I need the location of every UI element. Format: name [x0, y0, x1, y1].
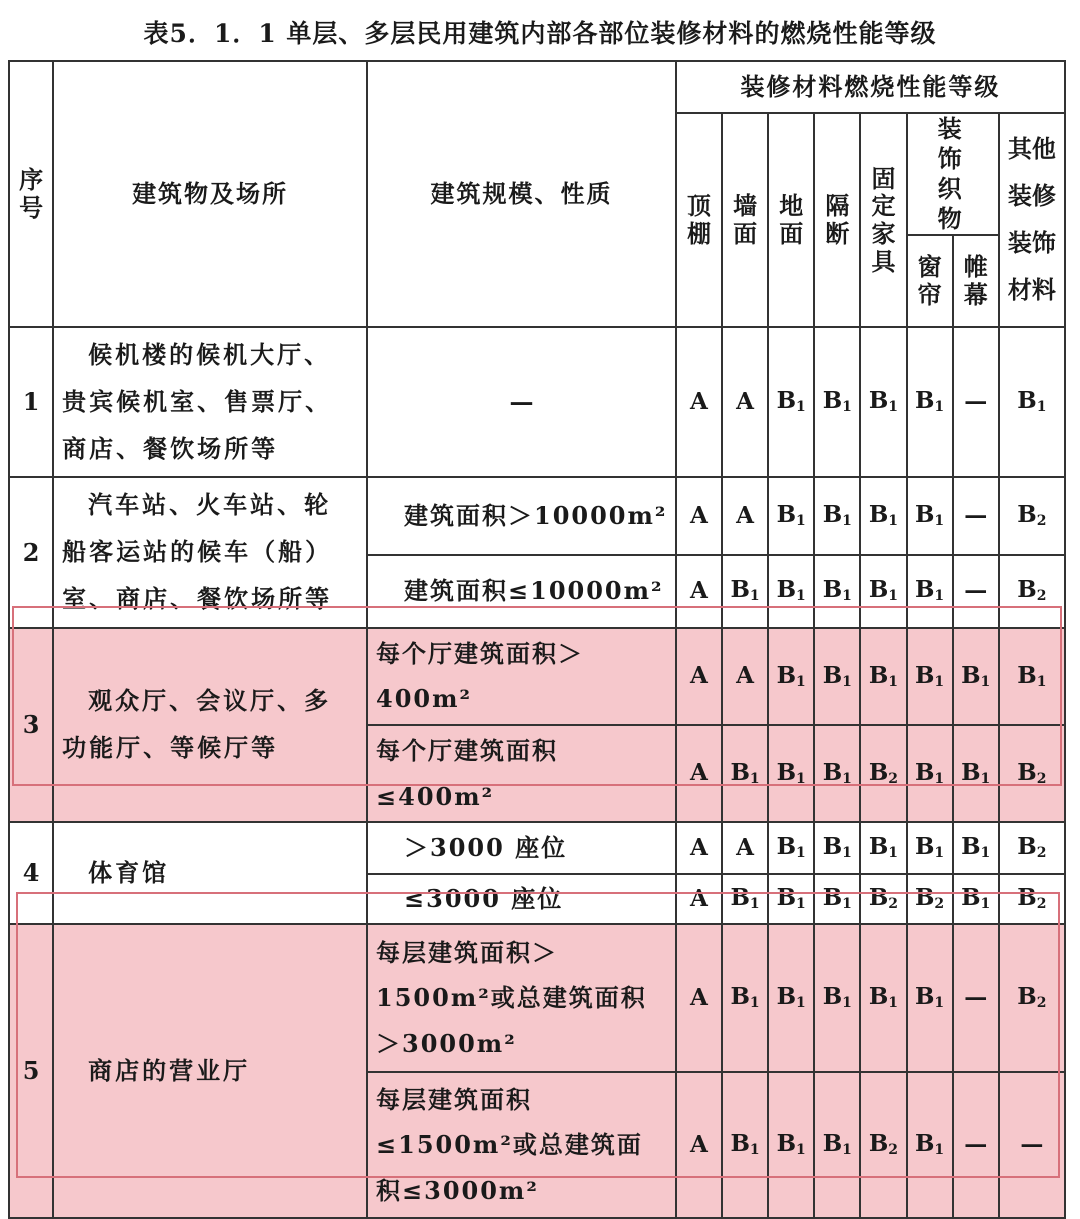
table-row — [9, 327, 1065, 477]
grade-cell: $B_2$ — [860, 725, 906, 822]
grade-cell: $B_2$ — [999, 822, 1065, 874]
grade-cell: $B_1$ — [999, 327, 1065, 477]
grade-cell: $B_1$ — [722, 725, 768, 822]
header-curtain-text: 窗帘 — [917, 252, 942, 309]
header-drape-text: 帷幕 — [963, 252, 988, 309]
grade-cell: A — [676, 327, 722, 477]
grade-cell: $B_1$ — [953, 822, 999, 874]
header-wall — [722, 113, 768, 327]
grade-cell: $B_2$ — [999, 874, 1065, 924]
grade-cell: $B_1$ — [814, 555, 860, 628]
grade-cell: $B_2$ — [860, 1072, 906, 1218]
grade-cell: $B_1$ — [768, 725, 814, 822]
header-place: 建筑物及场所 — [53, 61, 367, 327]
row-3a-scale: 每个厅建筑面积＞400m² — [367, 628, 676, 725]
grade-cell: — — [953, 1072, 999, 1218]
grade-cell: $B_1$ — [768, 628, 814, 725]
row-1-seq: 1 — [9, 327, 53, 477]
header-ceiling — [676, 113, 722, 327]
header-curtain — [907, 235, 953, 327]
grade-cell: $B_1$ — [814, 327, 860, 477]
row-2a-scale: 建筑面积＞10000m² — [367, 477, 676, 554]
grade-cell: A — [676, 822, 722, 874]
row-3-seq: 3 — [9, 628, 53, 822]
grade-cell: $B_1$ — [768, 555, 814, 628]
grade-cell: $B_1$ — [768, 874, 814, 924]
grade-cell: $B_1$ — [860, 628, 906, 725]
grade-cell: A — [676, 628, 722, 725]
grade-cell: $B_2$ — [999, 924, 1065, 1072]
grade-cell: $B_1$ — [814, 628, 860, 725]
header-partition-text: 隔断 — [825, 191, 850, 248]
grade-cell: $B_1$ — [999, 628, 1065, 725]
grade-cell: — — [953, 555, 999, 628]
grade-cell: $B_2$ — [999, 725, 1065, 822]
grade-cell: $B_1$ — [953, 874, 999, 924]
grade-cell: $B_1$ — [768, 1072, 814, 1218]
header-seq — [9, 61, 53, 327]
grade-cell: $B_1$ — [722, 555, 768, 628]
grade-cell: A — [676, 874, 722, 924]
row-3b-scale: 每个厅建筑面积≤400m² — [367, 725, 676, 822]
header-floor-text: 地面 — [779, 191, 804, 248]
grade-cell: $B_1$ — [768, 327, 814, 477]
row-4-place: 体育馆 — [53, 822, 367, 924]
grade-cell: $B_1$ — [860, 477, 906, 554]
grade-cell: A — [722, 327, 768, 477]
grade-cell: $B_1$ — [722, 924, 768, 1072]
table-row — [9, 628, 1065, 725]
grade-cell: A — [722, 628, 768, 725]
grade-cell: $B_1$ — [768, 822, 814, 874]
grade-cell: $B_1$ — [907, 1072, 953, 1218]
header-grade-group: 装修材料燃烧性能等级 — [676, 61, 1065, 113]
grade-cell: $B_2$ — [999, 555, 1065, 628]
grade-cell: $B_1$ — [814, 725, 860, 822]
table-row — [9, 477, 1065, 554]
grade-cell: — — [999, 1072, 1065, 1218]
grade-cell: A — [676, 1072, 722, 1218]
header-wall-text: 墙面 — [733, 191, 758, 248]
row-5-seq: 5 — [9, 924, 53, 1218]
grade-cell: $B_2$ — [860, 874, 906, 924]
row-5b-scale: 每层建筑面积≤1500m²或总建筑面积≤3000m² — [367, 1072, 676, 1218]
grade-cell: A — [676, 477, 722, 554]
header-other-text: 其他装修装饰材料 — [1007, 134, 1056, 304]
grade-cell: $B_2$ — [999, 477, 1065, 554]
grade-cell: $B_1$ — [907, 924, 953, 1072]
grade-cell: A — [676, 924, 722, 1072]
grade-cell: $B_1$ — [722, 1072, 768, 1218]
grade-cell: $B_1$ — [722, 874, 768, 924]
grade-cell: A — [722, 822, 768, 874]
grade-cell: — — [953, 924, 999, 1072]
grade-cell: $B_1$ — [814, 477, 860, 554]
grade-cell: $B_1$ — [814, 1072, 860, 1218]
table-title: 表5．1．1 单层、多层民用建筑内部各部位装修材料的燃烧性能等级 — [143, 19, 937, 48]
header-drape — [953, 235, 999, 327]
grade-cell: $B_2$ — [907, 874, 953, 924]
grade-cell: $B_1$ — [768, 924, 814, 1072]
table-row — [9, 924, 1065, 1072]
grade-cell: $B_1$ — [768, 477, 814, 554]
grade-cell: $B_1$ — [860, 555, 906, 628]
grade-cell: $B_1$ — [814, 822, 860, 874]
row-2b-scale: 建筑面积≤10000m² — [367, 555, 676, 628]
row-4-seq: 4 — [9, 822, 53, 924]
grade-cell: — — [953, 327, 999, 477]
grade-cell: $B_1$ — [953, 725, 999, 822]
header-partition — [814, 113, 860, 327]
header-ceiling-text: 顶棚 — [686, 191, 711, 248]
row-2-place: 汽车站、火车站、轮船客运站的候车（船）室、商店、餐饮场所等 — [53, 477, 367, 627]
grade-cell: $B_1$ — [953, 628, 999, 725]
grade-cell: $B_1$ — [907, 725, 953, 822]
grade-cell: $B_1$ — [860, 822, 906, 874]
row-4b-scale: ≤3000 座位 — [367, 874, 676, 924]
header-other — [999, 113, 1065, 327]
grade-cell: $B_1$ — [907, 477, 953, 554]
grade-cell: A — [676, 555, 722, 628]
header-seq-text: 序号 — [19, 165, 44, 222]
grade-cell: $B_1$ — [860, 924, 906, 1072]
grade-cell: $B_1$ — [907, 628, 953, 725]
grade-cell: $B_1$ — [860, 327, 906, 477]
row-5a-scale: 每层建筑面积＞1500m²或总建筑面积＞3000m² — [367, 924, 676, 1072]
grade-cell: $B_1$ — [907, 327, 953, 477]
row-5-place: 商店的营业厅 — [53, 924, 367, 1218]
grade-cell: — — [953, 477, 999, 554]
row-2-seq: 2 — [9, 477, 53, 627]
table-row — [9, 822, 1065, 874]
grade-cell: $B_1$ — [907, 555, 953, 628]
grade-cell: $B_1$ — [907, 822, 953, 874]
header-fixed-furniture-text: 固定家具 — [871, 163, 896, 276]
grade-cell: $B_1$ — [814, 874, 860, 924]
header-fabric-group-text: 装饰织物 — [937, 114, 968, 233]
grade-cell: A — [676, 725, 722, 822]
grade-cell: A — [722, 477, 768, 554]
row-1-scale: — — [367, 327, 676, 477]
row-1-place: 候机楼的候机大厅、贵宾候机室、售票厅、商店、餐饮场所等 — [53, 327, 367, 477]
header-floor — [768, 113, 814, 327]
header-fixed-furniture — [860, 113, 906, 327]
row-3-place: 观众厅、会议厅、多功能厅、等候厅等 — [53, 628, 367, 822]
fire-rating-table — [8, 60, 1066, 1219]
header-fabric-group — [907, 113, 999, 235]
header-scale: 建筑规模、性质 — [367, 61, 676, 327]
grade-cell: $B_1$ — [814, 924, 860, 1072]
row-4a-scale: ＞3000 座位 — [367, 822, 676, 874]
